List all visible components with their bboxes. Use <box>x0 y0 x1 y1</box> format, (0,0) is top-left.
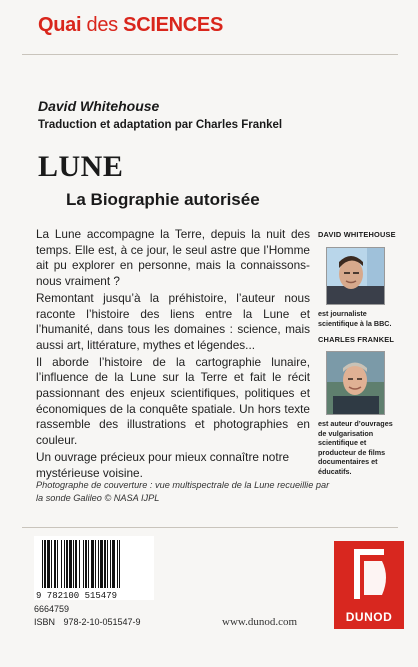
barcode-bar <box>85 540 87 588</box>
author-name: David Whitehouse <box>38 98 160 114</box>
author-bio-1-desc: est journaliste scientifique à la BBC. <box>318 309 392 328</box>
barcode-bar <box>51 540 52 588</box>
barcode-bar <box>42 540 43 588</box>
barcode-bar <box>98 540 99 588</box>
author-bio-2 <box>318 335 400 476</box>
bottom-divider <box>22 527 398 528</box>
blurb-paragraph-4: Un ouvrage précieux pour mieux connaître notre mystérieuse voisine. <box>36 449 290 480</box>
barcode-bar <box>57 540 58 588</box>
barcode-bar <box>69 540 72 588</box>
barcode-bar <box>66 540 68 588</box>
translator-credit: Traduction et adaptation par Charles Frankel <box>38 119 283 131</box>
barcode-bar <box>104 540 106 588</box>
portrait-frankel-icon <box>327 352 384 414</box>
publisher-website[interactable]: www.dunod.com <box>222 616 298 628</box>
barcode-bar <box>119 540 120 588</box>
barcode-bar <box>91 540 94 588</box>
barcode-bars-icon <box>34 536 154 600</box>
barcode-bar <box>44 540 46 588</box>
barcode-digits: 9 782100 515479 <box>36 591 118 600</box>
barcode-bar <box>54 540 56 588</box>
barcode-bar <box>107 540 108 588</box>
barcode-bar <box>117 540 118 588</box>
blurb-paragraph-1: La Lune accompagne la Terre, depuis la nuit des temps. Elle est, à ce jour, le seul astre que l’Homme ait pu explorer en personne, mais la connaissons-nous vraiment ? <box>36 227 310 289</box>
barcode-bar <box>110 540 111 588</box>
author-photo-frankel <box>326 351 385 415</box>
publisher-name: DUNOD <box>345 610 393 624</box>
book-subtitle: La Biographie autorisée <box>66 190 260 209</box>
top-divider <box>22 54 398 55</box>
dunod-logo-icon <box>334 541 404 611</box>
barcode-bar <box>79 540 80 588</box>
barcode-bar <box>112 540 115 588</box>
barcode-bar <box>47 540 50 588</box>
blurb-paragraph-2: Remontant jusqu’à la préhistoire, l’auteur nous raconte l’histoire des liens entre la Lune et l’humanité, dans tous les domaines : science, mais aussi art, littérature, mythes et légendes... <box>36 290 310 352</box>
credit-prefix: Photographe de couverture : <box>36 480 156 490</box>
credit-caption: vue multispectrale de la Lune recueillie par la sonde Galileo <box>36 480 330 503</box>
barcode-bar <box>61 540 62 588</box>
credit-suffix: © NASA IJPL <box>101 493 160 503</box>
author-bio-2-desc: est auteur d’ouvrages de vulgarisation scientifique et producteur de films documentaires et éducatifs. <box>318 419 393 476</box>
isbn: ISBN 978-2-10-051547-9 <box>34 617 141 627</box>
barcode-bar <box>83 540 84 588</box>
barcode <box>34 536 154 600</box>
book-title: LUNE <box>38 150 124 183</box>
author-bio-1 <box>318 230 400 328</box>
author-bio-2-name: CHARLES FRANKEL <box>318 335 395 344</box>
barcode-bar <box>75 540 77 588</box>
barcode-bar <box>73 540 74 588</box>
series-title <box>38 14 223 37</box>
publisher-logo <box>334 541 404 629</box>
series-word-sciences: SCIENCES <box>123 14 224 36</box>
blurb-paragraph-3: Il aborde l’histoire de la cartographie lunaire, l’influence de la Lune sur la Terre et fait le récit passionnant des enjeux scientifiques, politiques et économiques de la conquête spatiale. Un hors texte rassemble des illustrations et photographies en couleur. <box>36 354 310 448</box>
barcode-bar <box>100 540 103 588</box>
series-word-des: des <box>86 14 118 36</box>
blurb-text <box>36 227 310 482</box>
cover-photo-credit <box>36 479 336 505</box>
author-photo-whitehouse <box>326 247 385 305</box>
barcode-bar <box>95 540 96 588</box>
product-code: 6664759 <box>34 604 70 614</box>
series-word-quai: Quai <box>38 14 82 36</box>
portrait-whitehouse-icon <box>327 248 384 304</box>
barcode-bar <box>64 540 65 588</box>
author-bio-1-name: DAVID WHITEHOUSE <box>318 230 396 239</box>
barcode-bar <box>88 540 89 588</box>
